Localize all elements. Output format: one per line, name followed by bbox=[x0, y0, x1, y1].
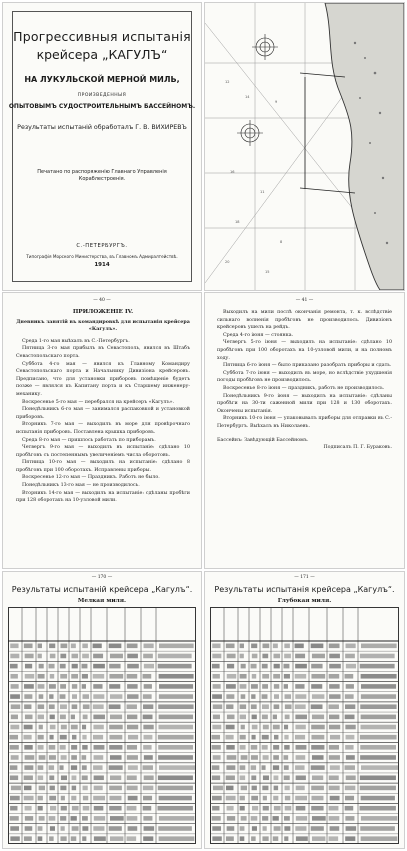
diary-paragraph: Понедѣльникъ 6-го мая — занимался распаковкой и установкой приборовъ. bbox=[16, 407, 190, 420]
diary-paragraph: Вторникъ 7-го мая — выходилъ въ море для провѣрочнаго испытанія приборовъ. Поставлена крышка приборовъ. bbox=[16, 422, 190, 435]
diary-paragraph: Пятница 10-го мая — выходилъ на испытаніе: сдѣлано 8 пробѣговъ при 100 оборотахъ. Исправлены приборы. bbox=[16, 460, 190, 473]
title-line-8: С.-ПЕТЕРБУРГЪ. bbox=[76, 243, 128, 249]
diary-paragraph: Среда 1-го мая выѣхалъ въ С.-Петербургъ. bbox=[22, 338, 130, 344]
title-line-3: НА ЛУКУЛЬСКОЙ МЕРНОЙ МИЛЬ, bbox=[24, 75, 180, 84]
table-page-left bbox=[3, 572, 201, 848]
table-title: Результаты испытанія крейсера „Кагулъ“. bbox=[214, 585, 395, 594]
diary-paragraph: Суббота 4-го мая — явился къ Главному Командиру Севастопольскаго порта и Начальнику Дивизіона крейсеровъ. Предписано, что для установки приборовъ помѣщеніе будетъ позже — являлся къ Капитану порта и къ Старшему инженеру-механику. bbox=[16, 361, 190, 397]
page-number: — 171 — bbox=[294, 575, 315, 580]
svg-text:18: 18 bbox=[235, 220, 240, 224]
table-subtitle: Глубокая миля. bbox=[277, 598, 332, 604]
results-table-grid bbox=[8, 607, 196, 844]
results-table-shallow bbox=[8, 607, 196, 844]
svg-text:15: 15 bbox=[265, 270, 270, 274]
diary-paragraph: Пятница 6-го іюня — было приказано разобрать приборы и сдать. bbox=[223, 363, 392, 369]
results-table-grid bbox=[210, 607, 399, 844]
diary-paragraph: Воскресенье 8-го іюня — праздникъ, работъ не производилось. bbox=[223, 385, 385, 391]
table-subtitle: Мелкая миля. bbox=[77, 598, 127, 604]
table-title: Результаты испытаній крейсера „Кагулъ“. bbox=[11, 585, 193, 594]
diary-heading: Дневникъ занятій въ командировкѣ для испытанія крейсера «Кагулъ». bbox=[16, 318, 190, 333]
diary-page-left bbox=[3, 293, 201, 568]
title-line-5: ОПЫТОВЫМЪ СУДОСТРОИТЕЛЬНЫМЪ БАССЕЙНОМЪ. bbox=[8, 103, 196, 110]
diary-paragraph: Воскресенье 5-го мая — перебрался на крейсеръ «Кагулъ». bbox=[22, 399, 175, 405]
title-line-2: крейсера „КАГУЛЪ“ bbox=[36, 47, 168, 62]
diary-paragraph: Вторникъ 14-го мая — выходилъ на испытаніе: сдѣланы пробѣги при 128 оборотахъ на 10-узловой мили. bbox=[16, 490, 190, 504]
map-page bbox=[205, 3, 404, 290]
diary-paragraph: Среда 4-го іюня — стоянка. bbox=[223, 332, 294, 338]
svg-text:11: 11 bbox=[260, 190, 265, 194]
signature-left: Бассейнъ: Завѣдующій Бассейномъ. bbox=[217, 437, 309, 443]
results-table-deep bbox=[210, 607, 399, 844]
diary-paragraph: Суббота 7-го іюня — выходилъ въ море, но вслѣдствіе ухудшенія погоды пробѣговъ не производилось. bbox=[217, 370, 392, 384]
svg-text:20: 20 bbox=[225, 260, 230, 264]
page-number: — 170 — bbox=[91, 575, 113, 580]
measured-mile-map bbox=[205, 3, 404, 290]
svg-text:9: 9 bbox=[275, 100, 278, 104]
appendix-heading: ПРИЛОЖЕНІЕ IV. bbox=[72, 309, 134, 315]
title-page bbox=[3, 3, 201, 290]
title-line-6: Результаты испытаній обработалъ Г. В. ВИХИРЕВЪ bbox=[17, 124, 187, 131]
diary-paragraph: Понедѣльникъ 9-го іюня — выходилъ на испытаніе: сдѣланы пробѣги на 30-ти саженной мили при 128 и 130 оборотахъ. Окончены испытанія. bbox=[217, 393, 392, 414]
page-number: — 41 — bbox=[295, 298, 314, 303]
diary-text-right bbox=[217, 309, 392, 452]
svg-text:8: 8 bbox=[280, 240, 283, 244]
svg-text:14: 14 bbox=[245, 95, 250, 99]
diary-paragraph: Воскресенье 12-го мая — Праздникъ. Работъ не было. bbox=[22, 475, 160, 481]
diary-paragraph: Четвергъ 9-го мая — выходилъ въ испытаніе: сдѣлано 10 пробѣговъ съ постепеннымъ увеличеніемъ числа оборотовъ. bbox=[16, 445, 190, 458]
title-line-1: Прогрессивныя испытанія bbox=[13, 29, 191, 44]
diary-paragraph: Вторникъ 10-го іюня — упаковывалъ приборы для отправки въ С.-Петербургъ. Выѣхалъ въ Николаевъ. bbox=[217, 416, 392, 429]
signature-right: Подписалъ П. Г. Бураковъ. bbox=[323, 445, 392, 451]
title-line-10: 1914 bbox=[94, 262, 110, 268]
diary-text-left bbox=[16, 309, 190, 505]
diary-paragraph: Среда 8-го мая — пришлось работать по приборамъ. bbox=[22, 437, 156, 443]
title-line-7: Печатано по распоряженію Главнаго Управленія Кораблестроенія. bbox=[37, 169, 167, 182]
diary-paragraph: Понедѣльникъ 13-го мая — не производилось. bbox=[22, 483, 140, 489]
diary-paragraph: Четвергъ 5-го іюня — выходилъ на испытаніе: сдѣлано 10 пробѣговъ при 100 оборотахъ на 10-узловой мили, и на полномъ ходу. bbox=[217, 340, 392, 361]
page-number: — 40 — bbox=[93, 298, 111, 303]
diary-paragraph: Пятница 3-го мая прибылъ въ Севастополь, явился въ Штабъ Севастопольскаго порта. bbox=[16, 346, 190, 359]
diary-page-right bbox=[205, 293, 404, 568]
title-line-4: ПРОИЗВЕДЕННЫЯ bbox=[77, 93, 127, 98]
table-page-right bbox=[205, 572, 404, 848]
title-line-9: Типографія Морского Министерства, въ Главномъ Адмиралтействѣ. bbox=[26, 254, 178, 259]
svg-text:16: 16 bbox=[230, 170, 235, 174]
svg-text:12: 12 bbox=[225, 80, 230, 84]
diary-paragraph: Выходилъ на мили послѣ окончанія ремонта, т. к. вслѣдствіе сильнаго волненія пробѣговъ не производилось. Дивизіонъ крейсеровъ ушелъ на рейдъ. bbox=[217, 310, 392, 331]
